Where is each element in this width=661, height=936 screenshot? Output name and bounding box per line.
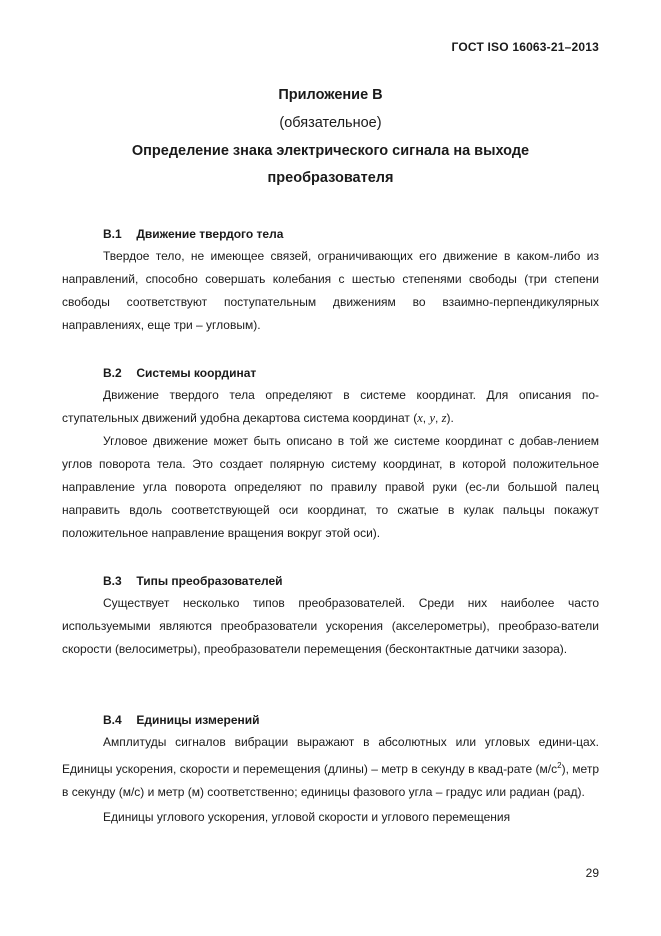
- section-b3: [62, 574, 599, 661]
- coordinate-y: y: [429, 411, 435, 425]
- section-b4-paragraph-1: [62, 731, 599, 804]
- page-number: 29: [585, 866, 599, 880]
- section-b4-paragraph-2: Единицы углового ускорения, угловой скорости и углового перемещения: [103, 810, 511, 824]
- section-b2-paragraph-1: [62, 384, 599, 430]
- section-b4-text-before: Амплитуды сигналов вибрации выражают в абсолютных или угловых едини-цах. Единицы ускорения, скорости и перемещения (длины) – метр в секунду в квад-рате (м/с: [62, 735, 599, 776]
- separator-1: ,: [422, 411, 430, 425]
- appendix-heading: [62, 138, 599, 192]
- section-b4-heading: [62, 713, 599, 727]
- section-b1: [62, 227, 599, 337]
- section-b2-paragraph-2: Угловое движение может быть описано в той же системе координат с добав-лением углов поворота тела. Это создает полярную систему координат, в которой положительное направление угла поворота определяют по правилу правой руки (ес-ли большой палец направить вдоль соответствующей оси координат, то сжатые в кулак пальцы покажут положительное направление вращения вокруг этой оси).: [62, 434, 599, 540]
- appendix-title: Приложение В: [278, 87, 383, 103]
- section-b3-heading: [62, 574, 599, 588]
- section-b2-text-after: ).: [446, 411, 454, 425]
- section-b4-text-after: ), метр в секунду (м/с) и метр (м) соответственно; единицы фазового угла – градус или радиан (рад).: [62, 762, 599, 799]
- section-b3-paragraph: Существует несколько типов преобразователей. Среди них наиболее часто используемыми являются преобразователи ускорения (акселерометры), преобразо-ватели скорости (велосиметры), преобразователи перемещения (бесконтактные датчики зазора).: [62, 596, 599, 656]
- section-b1-heading: [62, 227, 599, 241]
- section-b1-title: Движение твердого тела: [136, 227, 284, 241]
- section-b3-number: В.3: [103, 574, 122, 588]
- section-b4-title: Единицы измерений: [136, 713, 260, 727]
- coordinate-z: z: [441, 411, 447, 425]
- appendix-heading-line1: Определение знака электрического сигнала на выходе: [131, 143, 530, 159]
- section-b1-paragraph: Твердое тело, не имеющее связей, ограничивающих его движение в каком-либо из направлений, способно совершать колебания с шестью степенями свободы (три степени свободы соответствуют поступательным движениям во взаимно-перпендикулярных направлениях, еще три – угловым).: [62, 249, 599, 332]
- appendix-heading-line2: преобразователя: [267, 170, 394, 186]
- section-b4-number: В.4: [103, 713, 122, 727]
- superscript-2: 2: [557, 761, 562, 770]
- section-b1-number: В.1: [103, 227, 122, 241]
- separator-2: ,: [435, 411, 442, 425]
- section-b2-number: В.2: [103, 366, 122, 380]
- section-b3-title: Типы преобразователей: [136, 574, 283, 588]
- appendix-status: (обязательное): [279, 115, 382, 131]
- standard-designation: ГОСТ ISO 16063-21–2013: [451, 40, 599, 54]
- section-b2: [62, 366, 599, 545]
- section-b2-title: Системы координат: [136, 366, 257, 380]
- section-b2-heading: [62, 366, 599, 380]
- section-b2-text-before: Движение твердого тела определяют в системе координат. Для описания по-ступательных движений удобна декартова система координат (: [62, 388, 599, 425]
- coordinate-x: x: [417, 411, 423, 425]
- section-b4: [62, 713, 599, 829]
